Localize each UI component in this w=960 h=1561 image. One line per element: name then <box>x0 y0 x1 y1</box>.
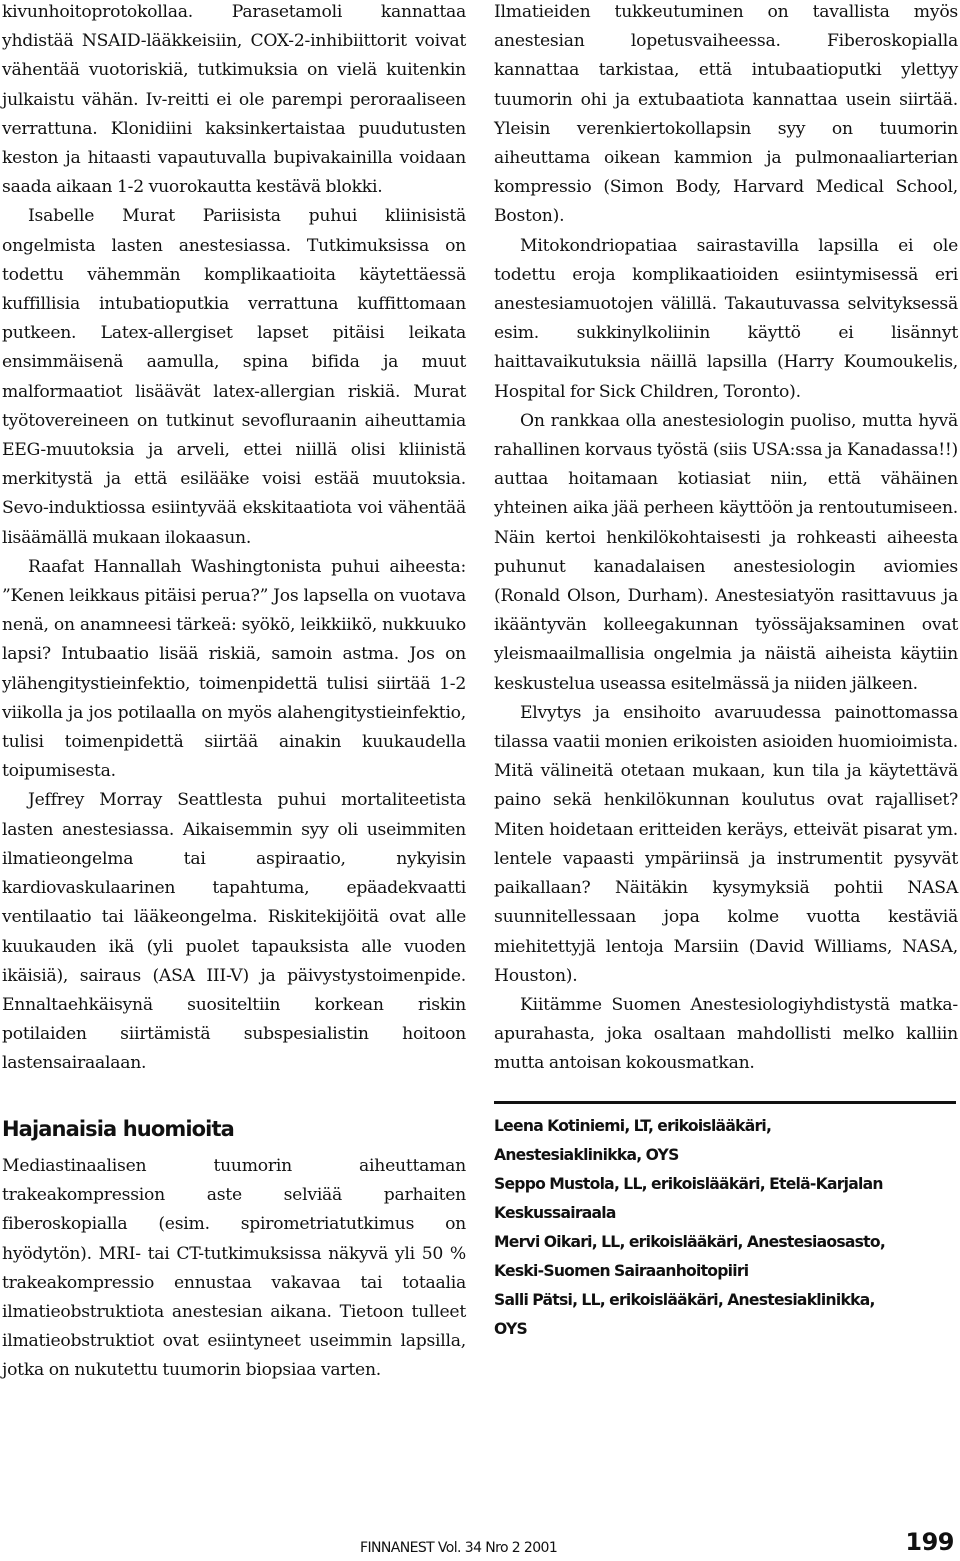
author-divider <box>494 1101 956 1104</box>
author-line: Keski-Suomen Sairaanhoitopiiri <box>494 1262 749 1280</box>
paragraph-right-5: Kiitämme Suomen Anestesiologiyhdistystä matka-apurahasta, joka osaltaan mahdollisti melko kalliin mutta antoisan kokousmatkan. <box>494 994 958 1074</box>
paragraph-left-1: kivunhoitoprotokollaa. Parasetamoli kannattaa yhdistää NSAID-lääkkeisiin, COX-2-inhibiittorit voivat vähentää vuotoriskiä, tutkimuksia on vielä kuitenkin julkaistu vähän. Iv-reitti ei ole parempi peroraaliseen verrattuna. Klonidiini kaksinkertaistaa puudutusten keston ja hitaasti vapautuvalla bupivakainilla voidaan saada aikaan 1-2 vuorokautta kestävä blokki. <box>2 2 466 198</box>
paragraph-right-3: On rankkaa olla anestesiologin puoliso, mutta hyvä rahallinen korvaus työstä (siis USA:ssa ja Kanadassa!!) auttaa hoitamaan kotiasiat niin, että vähäinen yhteinen aika jää perheen käyttöön ja rentoutumiseen. Näin kertoi henkilökohtaisesti ja rohkeasti aiheesta puhunut kanadalaisen anestesiologin aviomies (Ronald Olson, Durham). Anestesiatyön rasittavuus ja ikääntyvän kolleegakunnan työssäjaksaminen ovat yleismaailmallisia ongelmia ja näistä aiheista käytiin keskustelua useassa esitelmässä ja niiden jälkeen. <box>494 410 958 694</box>
paragraph-left-3: Raafat Hannallah Washingtonista puhui aiheesta: ”Kenen leikkaus pitäisi perua?” Jos lapsella on vuotava nenä, on anamneesi tärkeä: syökö, leikkiikö, nukkuuko lapsi? Intubaatio lisää riskiä, samoin astma. Jos on ylähengitystieinfektio, toimenpidettä tulisi siirtää 1-2 viikolla ja jos potilaalla on myös alahengitystieinfektio, tulisi toimenpidettä siirtää ainakin kuukaudella toipumisesta. <box>2 556 466 782</box>
page-footer <box>360 1528 956 1558</box>
paragraph-left-4: Jeffrey Morray Seattlesta puhui mortaliteetista lasten anestesiassa. Aikaisemmin syy oli useimmiten ilmatieongelma tai aspiraatio, nykyisin kardiovaskulaarinen tapahtuma, epäadekvaatti ventilaatio tai lääkeongelma. Riskitekijöitä ovat alle kuukauden ikä (yli puolet tapauksista alle vuoden ikäisiä), sairaus (ASA III-V) ja päivystystoimenpide. Ennaltaehkäisynä suositeltiin korkean riskin potilaiden siirtämistä subspesialistin hoitoon lastensairaalaan. <box>2 790 466 1074</box>
author-line: OYS <box>494 1320 527 1338</box>
left-column-lower <box>2 1152 466 1386</box>
paragraph-left-2: Isabelle Murat Pariisista puhui kliinisistä ongelmista lasten anestesiassa. Tutkimuksissa on todettu vähemmän komplikaatioita käytettäessä kuffillisia intubatioputkia verrattuna kuffittomaan putkeen. Latex-allergiset lapset pitäisi leikata ensimmäisenä aamulla, spina bifida ja muut malformaatiot lisäävät latex-allergian riskiä. Murat työtovereineen on tutkinut sevofluraanin aiheuttamia EEG-muutoksia ja arveli, ettei niillä olisi kliinistä merkitystä ja että esilääke voisi estää muutoksia. Sevo-induktiossa esiintyvää ekskitaatiota voi vähentää lisäämällä mukaan ilokaasun. <box>2 206 466 548</box>
author-line: Keskussairaala <box>494 1204 616 1222</box>
paragraph-right-4: Elvytys ja ensihoito avaruudessa painottomassa tilassa vaatii monien erikoisten asioiden huomioimista. Mitä välineitä otetaan mukaan, kun tila ja käytettävä paino sekä henkilökunnan koulutus ovat rajalliset? Miten hoidetaan eritteiden keräys, etteivät pisarat ym. lentele vapaasti ympäriinsä ja instrumentit pysyvät paikallaan? Näitäkin kysymyksiä pohtii NASA suunnitellessaan jopa kolme vuotta kestäviä miehitettyjä lentoja Marsiin (David Williams, NASA, Houston). <box>494 702 958 986</box>
journal-citation: FINNANEST Vol. 34 Nro 2 2001 <box>360 1540 558 1556</box>
paragraph-after-heading: Mediastinaalisen tuumorin aiheuttaman trakeakompression aste selviää parhaiten fiberoskopialla (esim. spirometriatutkimus on hyödytön). MRI- tai CT-tutkimuksissa näkyvä yli 50 % trakeakompressio ennustaa vakavaa tai totaalia ilmatieobstruktiota anestesian aikana. Tietoon tulleet ilmatieobstruktiot ovat esiintyneet useimmin lapsilla, jotka on nukutettu tuumorin biopsiaa varten. <box>2 1156 466 1381</box>
paragraph-right-2: Mitokondriopatiaa sairastavilla lapsilla ei ole todettu eroja komplikaatioiden esiintymisessä eri anestesiamuotojen välillä. Takautuvassa selvityksessä esim. sukkinylkoliinin käyttö ei lisännyt haittavaikutuksia näillä lapsilla (Harry Koumoukelis, Hospital for Sick Children, Toronto). <box>494 235 958 402</box>
page-number: 199 <box>905 1528 954 1556</box>
section-heading: Hajanaisia huomioita <box>2 1117 234 1141</box>
author-line: Anestesiaklinikka, OYS <box>494 1146 679 1164</box>
author-line: Salli Pätsi, LL, erikoislääkäri, Anestesiaklinikka, <box>494 1291 875 1309</box>
author-block <box>494 1112 960 1344</box>
author-line: Mervi Oikari, LL, erikoislääkäri, Anestesiaosasto, <box>494 1233 886 1251</box>
author-line: Seppo Mustola, LL, erikoislääkäri, Etelä-Karjalan <box>494 1175 883 1193</box>
paragraph-right-1: Ilmatieiden tukkeutuminen on tavallista myös anestesian lopetusvaiheessa. Fiberoskopialla kannattaa tarkistaa, että intubaatioputki ylettyy tuumorin ohi ja extubaatiota kannattaa usein siirtää. Yleisin verenkiertokollapsin syy on tuumorin aiheuttama oikean kammion ja pulmonaaliarterian kompressio (Simon Body, Harvard Medical School, Boston). <box>494 2 958 227</box>
right-column <box>494 0 958 1079</box>
left-column <box>2 0 466 1079</box>
author-line: Leena Kotiniemi, LT, erikoislääkäri, <box>494 1117 772 1135</box>
